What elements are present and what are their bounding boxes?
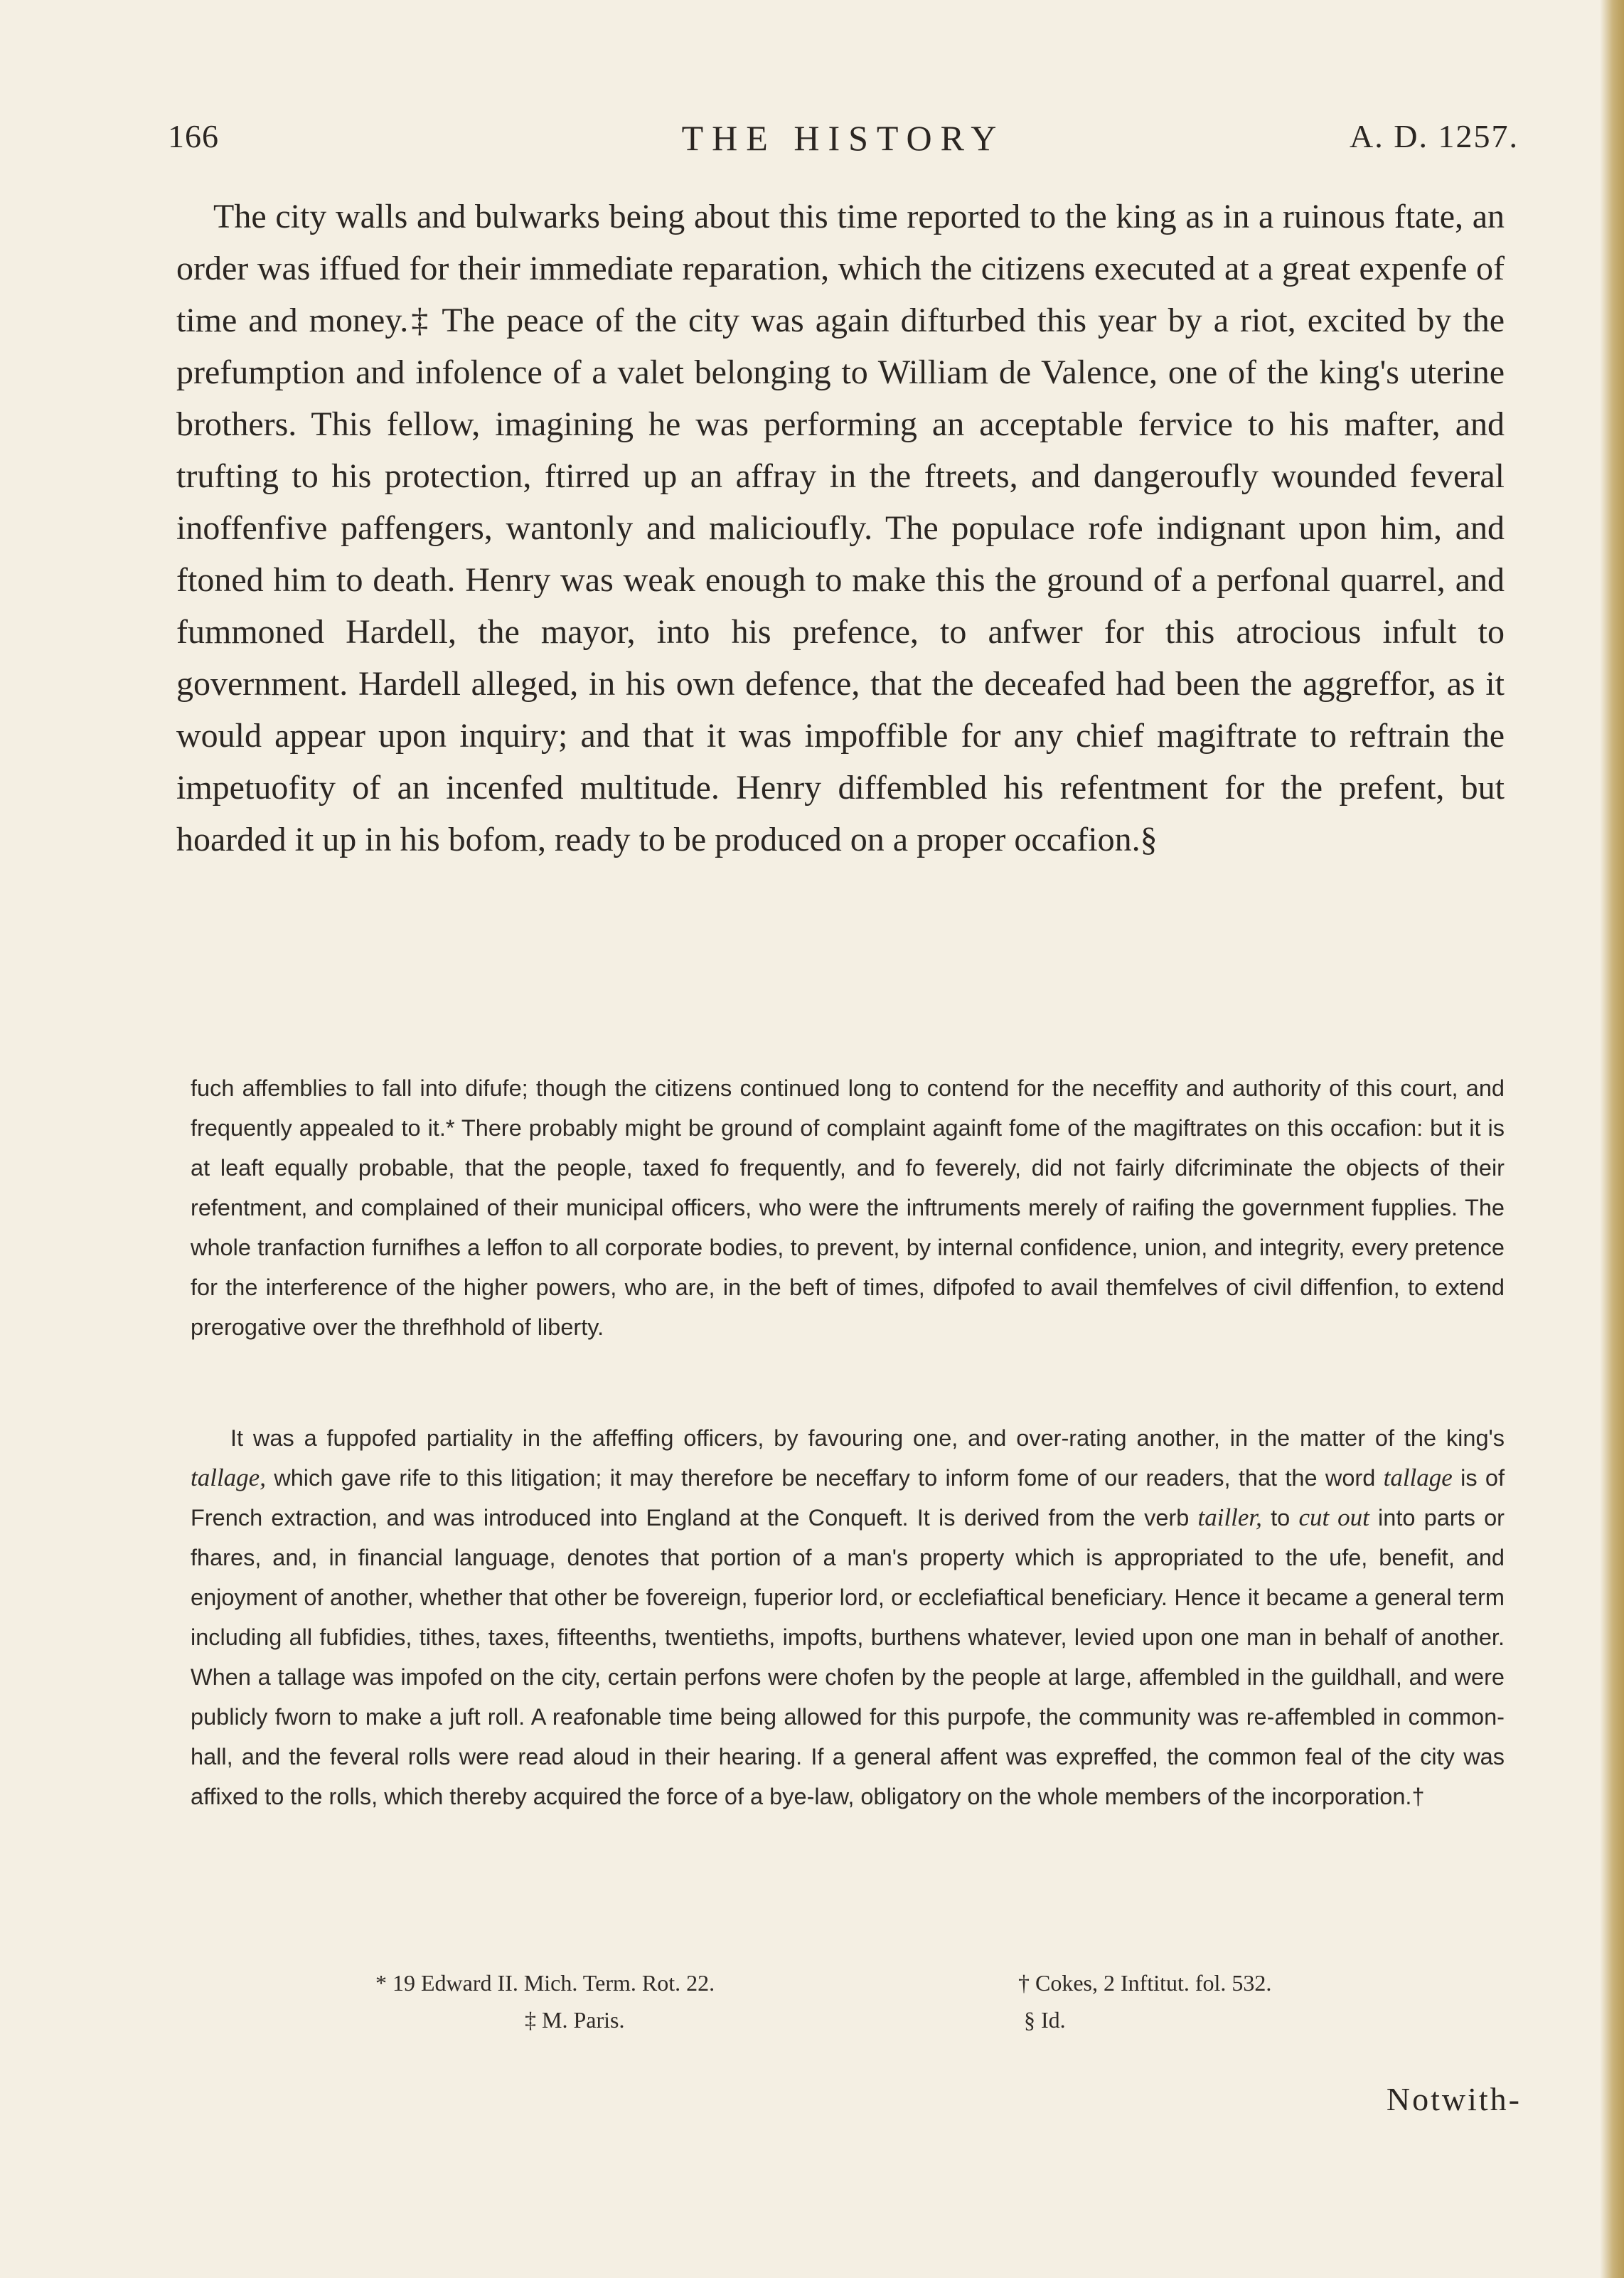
note-2-text-3: is of French extraction, and was introduced into England at the Conqueft. It is derived from the verb: [191, 1465, 1505, 1531]
footnote-double-dagger: ‡ M. Paris.: [525, 2007, 625, 2033]
note-2-text-2: which gave rife to this litigation; it may therefore be neceffary to inform fome of our readers, that the word: [265, 1465, 1384, 1491]
note-2-term-tallage-word: tallage: [1383, 1464, 1453, 1491]
page-number: 166: [168, 118, 219, 154]
note-paragraph-1: fuch affemblies to fall into difufe; though the citizens continued long to contend for the neceffity and authority of this court, and frequently appealed to it.* There probably might be ground of complaint againft fome of the magiftrates on this occafion: but it is at leaft equally probable, that the people, taxed fo frequently, and fo feverely, did not fairly difcriminate the objects of their refentment, and complained of their municipal officers, who were the inftruments merely of raifing the government fupplies. The whole tranfaction furnifhes a leffon to all corporate bodies, to prevent, by internal confidence, union, and integrity, every pretence for the interference of the higher powers, who are, in the beft of times, difpofed to avail themfelves of civil diffenfion, to extend prerogative over the threfhhold of liberty.: [191, 1075, 1505, 1340]
note-2-term-tailler: tailler,: [1197, 1503, 1262, 1531]
note-2-term-tallage: tallage,: [191, 1464, 266, 1491]
note-2-text-1: It was a fuppofed partiality in the affeffing officers, by favouring one, and over-rating another, in the matter of the king's: [230, 1425, 1505, 1451]
note-2-term-cut-out: cut out: [1298, 1503, 1369, 1531]
page-edge-shadow: [1600, 0, 1624, 2278]
footnote-dagger: † Cokes, 2 Inftitut. fol. 532.: [1018, 1970, 1272, 1996]
note-2-text-4: to: [1261, 1505, 1299, 1531]
footnote-star: * 19 Edward II. Mich. Term. Rot. 22.: [375, 1970, 715, 1996]
catchword: Notwith-: [1386, 2081, 1522, 2117]
year-marker: A. D. 1257.: [1350, 118, 1519, 154]
footnote-section: § Id.: [1024, 2007, 1066, 2033]
note-2-text-5: into parts or fhares, and, in financial language, denotes that portion of a man's property which is appropriated to the ufe, benefit, and enjoyment of another, whether that other be fovereign, fuperior lord, or ecclefiaftical beneficiary. Hence it became a general term including all fubfidies, tithes, taxes, fifteenths, twentieths, impofts, burthens whatever, levied upon one man in behalf of another. When a tallage was impofed on the city, certain perfons were chofen by the people at large, affembled in the guildhall, and were publicly fworn to make a juft roll. A reafonable time being allowed for this purpofe, the community was re-affembled in common-hall, and the feveral rolls were read aloud in their hearing. If a general affent was expreffed, the common feal of the city was affixed to the rolls, which thereby acquired the force of a bye-law, obligatory on the whole members of the incorporation.†: [191, 1505, 1505, 1809]
running-header: [168, 117, 1519, 160]
running-title: THE HISTORY: [681, 118, 1005, 158]
note-paragraph-2: [191, 1418, 1505, 1816]
main-paragraph: The city walls and bulwarks being about this time reported to the king as in a ruinous ftate, an order was iffued for their immediate reparation, which the citizens executed at a great expenfe of time and money.‡ The peace of the city was again difturbed this year by a riot, excited by the prefumption and infolence of a valet belonging to William de Valence, one of the king's uterine brothers. This fellow, imagining he was performing an acceptable fervice to his mafter, and trufting to his protection, ftirred up an affray in the ftreets, and dangeroufly wounded feveral inoffenfive paffengers, wantonly and malicioufly. The populace rofe indignant upon him, and ftoned him to death. Henry was weak enough to make this the ground of a perfonal quarrel, and fummoned Hardell, the mayor, into his prefence, to anfwer for this atrocious infult to government. Hardell alleged, in his own defence, that the deceafed had been the aggreffor, as it would appear upon inquiry; and that it was impoffible for any chief magiftrate to reftrain the impetuofity of an incenfed multitude. Henry diffembled his refentment for the prefent, but hoarded it up in his bofom, ready to be produced on a proper occafion.§: [176, 198, 1505, 858]
